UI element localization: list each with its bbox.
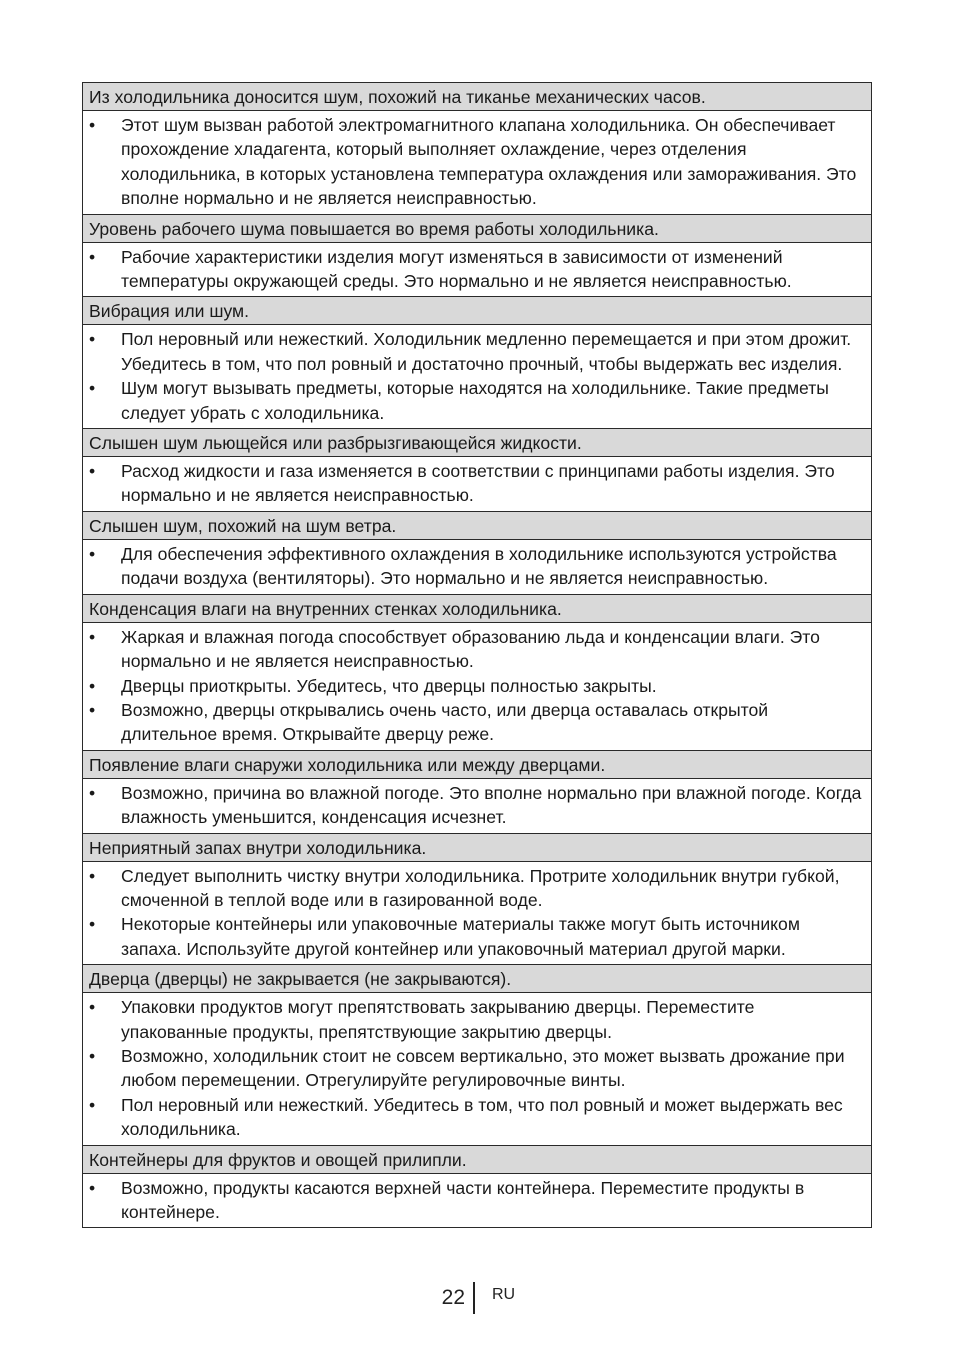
bullet-icon: •	[89, 626, 96, 647]
problem-section	[83, 595, 871, 751]
solution-list	[83, 325, 871, 429]
footer-divider	[473, 1282, 475, 1314]
solution-item	[89, 674, 865, 698]
bullet-icon: •	[89, 461, 96, 482]
solution-item	[89, 781, 865, 830]
bullet-icon: •	[89, 782, 96, 803]
solution-text: Возможно, дверцы открывались очень часто, или дверца оставалась открытой длительное время. Открывайте дверцу реже.	[121, 699, 769, 745]
bullet-icon: •	[89, 865, 96, 886]
problem-heading: Слышен шум льющейся или разбрызгивающейся жидкости.	[83, 429, 871, 457]
page-footer	[0, 1282, 954, 1316]
bullet-icon: •	[89, 675, 96, 696]
bullet-icon: •	[89, 378, 96, 399]
solution-list	[83, 993, 871, 1145]
solution-list	[83, 243, 871, 298]
solution-item	[89, 542, 865, 591]
problem-section	[83, 751, 871, 834]
solution-text: Следует выполнить чистку внутри холодильника. Протрите холодильник внутри губкой, смоченной в теплой воде или в газированной воде.	[121, 865, 840, 910]
solution-item	[89, 113, 865, 211]
problem-heading: Появление влаги снаружи холодильника или между дверцами.	[83, 751, 871, 779]
problem-heading: Дверца (дверцы) не закрывается (не закрываются).	[83, 965, 871, 993]
solution-text: Жаркая и влажная погода способствует образованию льда и конденсации влаги. Это нормально и не является неисправностью.	[121, 626, 820, 672]
problem-section	[83, 965, 871, 1145]
problem-heading: Слышен шум, похожий на шум ветра.	[83, 512, 871, 540]
problem-section	[83, 512, 871, 595]
solution-item	[89, 327, 865, 376]
solution-item	[89, 1044, 865, 1093]
bullet-icon: •	[89, 246, 96, 267]
solution-text: Возможно, продукты касаются верхней части контейнера. Переместите продукты в контейнере.	[121, 1177, 805, 1222]
solution-item	[89, 912, 865, 961]
language-code: RU	[492, 1286, 516, 1303]
problem-heading: Уровень рабочего шума повышается во время работы холодильника.	[83, 215, 871, 243]
problem-heading: Конденсация влаги на внутренних стенках холодильника.	[83, 595, 871, 623]
problem-section	[83, 834, 871, 966]
solution-item	[89, 1093, 865, 1142]
bullet-icon: •	[89, 699, 96, 720]
bullet-icon: •	[89, 1045, 96, 1066]
solution-list	[83, 779, 871, 834]
solution-item	[89, 625, 865, 674]
solution-item	[89, 245, 865, 294]
problem-section	[83, 83, 871, 215]
problem-heading: Неприятный запах внутри холодильника.	[83, 834, 871, 862]
solution-list	[83, 457, 871, 512]
solution-text: Упаковки продуктов могут препятствовать закрыванию дверцы. Переместите упакованные продукты, препятствующие закрытию дверцы.	[121, 997, 755, 1042]
problem-section	[83, 429, 871, 512]
solution-text: Дверцы приоткрыты. Убедитесь, что дверцы полностью закрыты.	[121, 675, 657, 696]
solution-text: Рабочие характеристики изделия могут изменяться в зависимости от изменений температуры окружающей среды. Это нормально и не является неисправностью.	[121, 246, 792, 292]
bullet-icon: •	[89, 1094, 96, 1115]
problem-heading: Контейнеры для фруктов и овощей прилипли.	[83, 1146, 871, 1174]
solution-list	[83, 111, 871, 215]
solution-item	[89, 1176, 865, 1225]
solution-text: Этот шум вызван работой электромагнитного клапана холодильника. Он обеспечивает прохождение хладагента, который выполняет охлаждение, через отделения холодильника, в которых установлена температура охлаждения или замораживания. Это вполне нормально и не является неисправностью.	[121, 115, 857, 209]
bullet-icon: •	[89, 543, 96, 564]
bullet-icon: •	[89, 997, 96, 1018]
problem-heading: Из холодильника доносится шум, похожий на тиканье механических часов.	[83, 83, 871, 111]
bullet-icon: •	[89, 329, 96, 350]
solution-text: Для обеспечения эффективного охлаждения в холодильнике используются устройства подачи воздуха (вентиляторы). Это нормально и не является неисправностью.	[121, 543, 837, 589]
problem-section	[83, 297, 871, 429]
solution-item	[89, 459, 865, 508]
troubleshooting-table	[82, 82, 872, 1228]
solution-text: Шум могут вызывать предметы, которые находятся на холодильнике. Такие предметы следует убрать с холодильника.	[121, 378, 829, 423]
solution-text: Некоторые контейнеры или упаковочные материалы также могут быть источником запаха. Используйте другой контейнер или упаковочный материал другой марки.	[121, 914, 800, 959]
solution-list	[83, 1174, 871, 1228]
page-number: 22	[441, 1286, 465, 1309]
problem-section	[83, 215, 871, 298]
solution-text: Пол неровный или нежесткий. Холодильник медленно перемещается и при этом дрожит. Убедитесь в том, что пол ровный и достаточно прочный, чтобы выдержать вес изделия.	[121, 329, 852, 374]
solution-text: Возможно, холодильник стоит не совсем вертикально, это может вызвать дрожание при любом перемещении. Отрегулируйте регулировочные винты.	[121, 1045, 845, 1091]
bullet-icon: •	[89, 115, 96, 135]
solution-list	[83, 623, 871, 751]
solution-text: Возможно, причина во влажной погоде. Это вполне нормально при влажной погоде. Когда влажность уменьшится, конденсация исчезнет.	[121, 782, 862, 828]
bullet-icon: •	[89, 914, 96, 935]
problem-heading: Вибрация или шум.	[83, 297, 871, 325]
solution-item	[89, 376, 865, 425]
bullet-icon: •	[89, 1177, 96, 1198]
problem-section	[83, 1146, 871, 1228]
solution-item	[89, 864, 865, 913]
solution-list	[83, 540, 871, 595]
solution-list	[83, 862, 871, 966]
solution-item	[89, 698, 865, 747]
solution-text: Расход жидкости и газа изменяется в соответствии с принципами работы изделия. Это нормально и не является неисправностью.	[121, 461, 835, 506]
solution-text: Пол неровный или нежесткий. Убедитесь в том, что пол ровный и может выдержать вес холодильника.	[121, 1094, 843, 1140]
solution-item	[89, 995, 865, 1044]
